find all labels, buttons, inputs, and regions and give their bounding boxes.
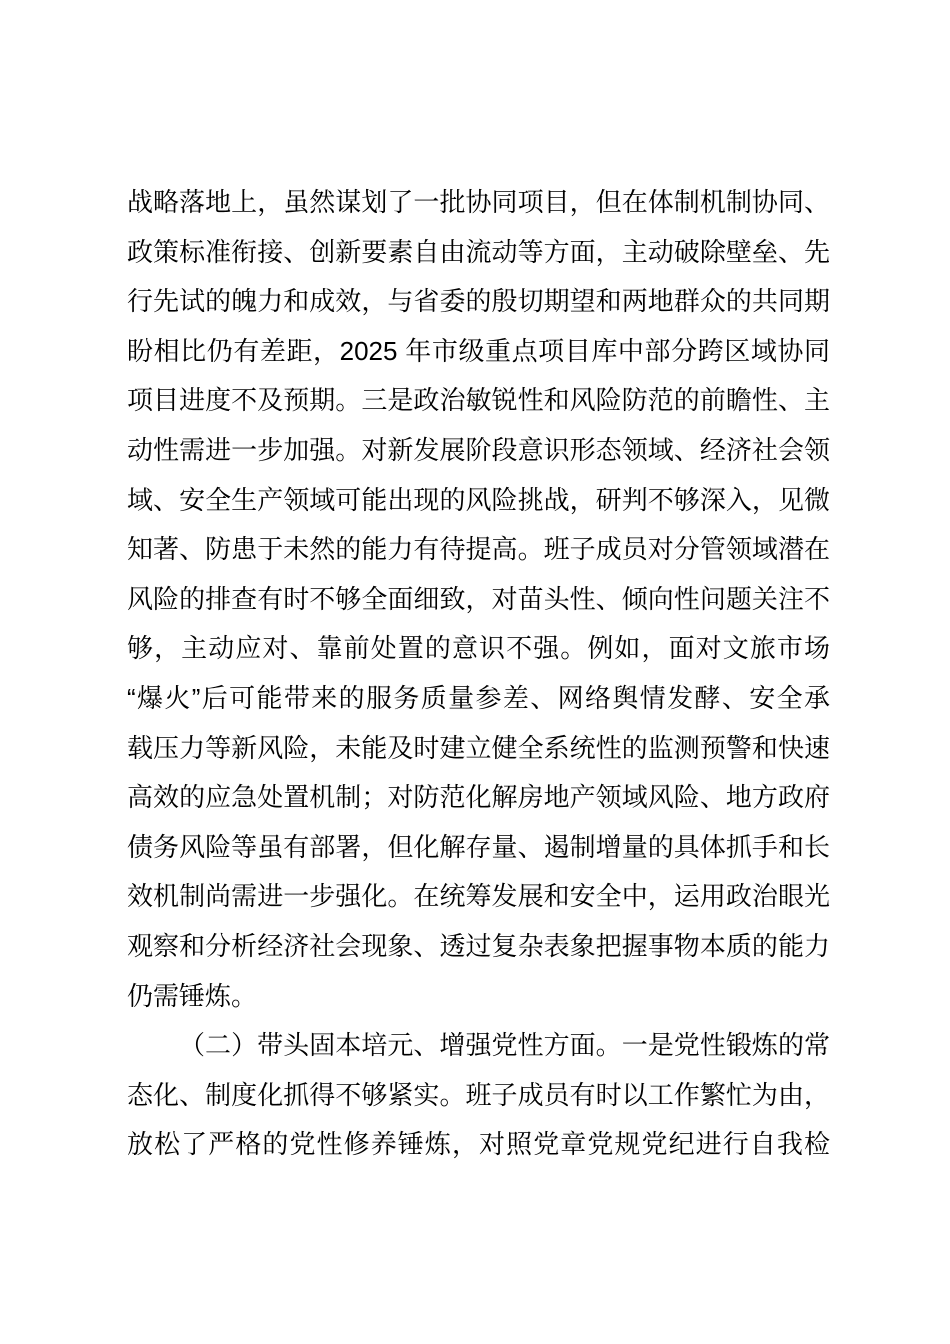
text-line: 载压力等新风险，未能及时建立健全系统性的监测预警和快速 [127,732,830,763]
text-line: 战略落地上，虽然谋划了一批协同项目，但在体制机制协同、 [127,187,830,217]
text-line: 放松了严格的党性修养锤炼，对照党章党规党纪进行自我检 [127,1129,830,1160]
text-line: 债务风险等虽有部署，但化解存量、遏制增量的具体抓手和长 [127,831,830,862]
text-line: 动性需进一步加强。对新发展阶段意识形态领域、经济社会领 [127,434,830,465]
paragraph-section-two [127,1021,830,1170]
text-line: 态化、制度化抓得不够紧实。班子成员有时以工作繁忙为由， [127,1079,830,1110]
body-text [127,178,830,1170]
text-line: 仍需锤炼。 [127,980,258,1011]
text-line: 盼相比仍有差距，2025 年市级重点项目库中部分跨区域协同 [127,335,830,366]
paragraph-continuation [127,178,830,1021]
text-line: “爆火”后可能带来的服务质量参差、网络舆情发酵、安全承 [127,682,830,713]
text-line: 高效的应急处置机制；对防范化解房地产领域风险、地方政府 [127,782,830,813]
text-line: 项目进度不及预期。三是政治敏锐性和风险防范的前瞻性、主 [127,385,830,416]
text-line: 知著、防患于未然的能力有待提高。班子成员对分管领域潜在 [127,534,830,565]
text-line: 效机制尚需进一步强化。在统筹发展和安全中，运用政治眼光 [127,881,830,912]
text-line: 政策标准衔接、创新要素自由流动等方面，主动破除壁垒、先 [127,236,830,267]
text-line: 够，主动应对、靠前处置的意识不强。例如，面对文旅市场 [127,633,830,664]
text-line: 风险的排查有时不够全面细致，对苗头性、倾向性问题关注不 [127,583,830,614]
text-line: 行先试的魄力和成效，与省委的殷切期望和两地群众的共同期 [127,286,830,317]
text-line: （二）带头固本培元、增强党性方面。一是党性锻炼的常 [179,1030,830,1061]
text-line: 域、安全生产领域可能出现的风险挑战，研判不够深入，见微 [127,484,830,515]
text-line: 观察和分析经济社会现象、透过复杂表象把握事物本质的能力 [127,930,830,961]
